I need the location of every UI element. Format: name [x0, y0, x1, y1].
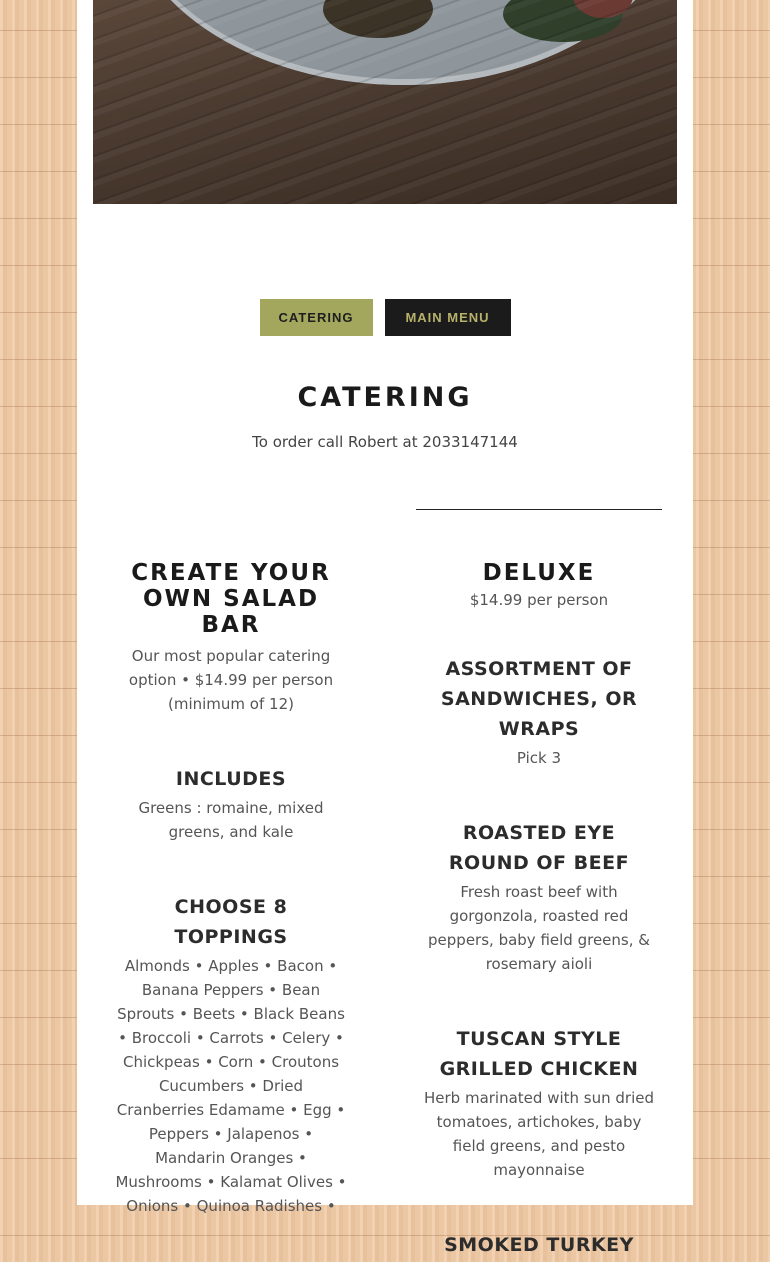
menu-item [424, 654, 654, 770]
menu-item-name: INCLUDES [175, 768, 287, 790]
menu-item [424, 1024, 654, 1182]
menu-item [424, 1230, 654, 1260]
section-description: $14.99 per person [469, 591, 609, 609]
page-container [77, 0, 693, 1256]
section-divider [416, 509, 662, 510]
menu-section-deluxe [424, 560, 654, 1262]
menu-item [115, 764, 347, 844]
wood-grain-overlay [93, 0, 677, 204]
menu-item [424, 818, 654, 976]
menu-item-description: Herb marinated with sun dried tomatoes, artichokes, baby field greens, and pesto mayonnaise [424, 1089, 654, 1179]
section-title: CREATE YOUR OWN SALAD BAR [131, 560, 331, 638]
menu-item-description: Pick 3 [516, 749, 562, 767]
menu-item-description: Fresh roast beef with gorgonzola, roasted red peppers, baby field greens, & rosemary aioli [428, 883, 650, 973]
menu-item-name: TUSCAN STYLE GRILLED CHICKEN [439, 1028, 639, 1080]
menu-item-name: CHOOSE 8 TOPPINGS [174, 896, 288, 948]
menu-item-name: ROASTED EYE ROUND OF BEEF [448, 822, 630, 874]
menu-section-salad-bar [115, 560, 347, 1218]
menu-item-description: Greens : romaine, mixed greens, and kale [138, 799, 324, 841]
menu-item-name: ASSORTMENT OF SANDWICHES, OR WRAPS [440, 658, 638, 740]
tab-main-menu[interactable]: MAIN MENU [385, 299, 511, 336]
menu-item-name: SMOKED TURKEY [444, 1234, 634, 1256]
page-title: CATERING [297, 382, 473, 413]
section-description: Our most popular catering option • $14.99 per person (minimum of 12) [128, 647, 334, 713]
page-subtitle: To order call Robert at 2033147144 [252, 433, 518, 451]
menu-item-description: Almonds • Apples • Bacon • Banana Peppers • Bean Sprouts • Beets • Black Beans • Broccoli • Carrots • Celery • Chickpeas • Corn • Croutons Cucumbers • Dried Cranberries Edamame • Egg • Peppers • Jalapenos • Mandarin Oranges • Mushrooms • Kalamat Olives • Onions • Quinoa Radishes • [115, 957, 347, 1215]
menu-item [115, 892, 347, 1218]
menu-tabs [77, 299, 693, 336]
hero-food-image [93, 0, 677, 204]
tab-catering[interactable]: CATERING [260, 299, 373, 336]
section-title: DELUXE [482, 560, 596, 586]
